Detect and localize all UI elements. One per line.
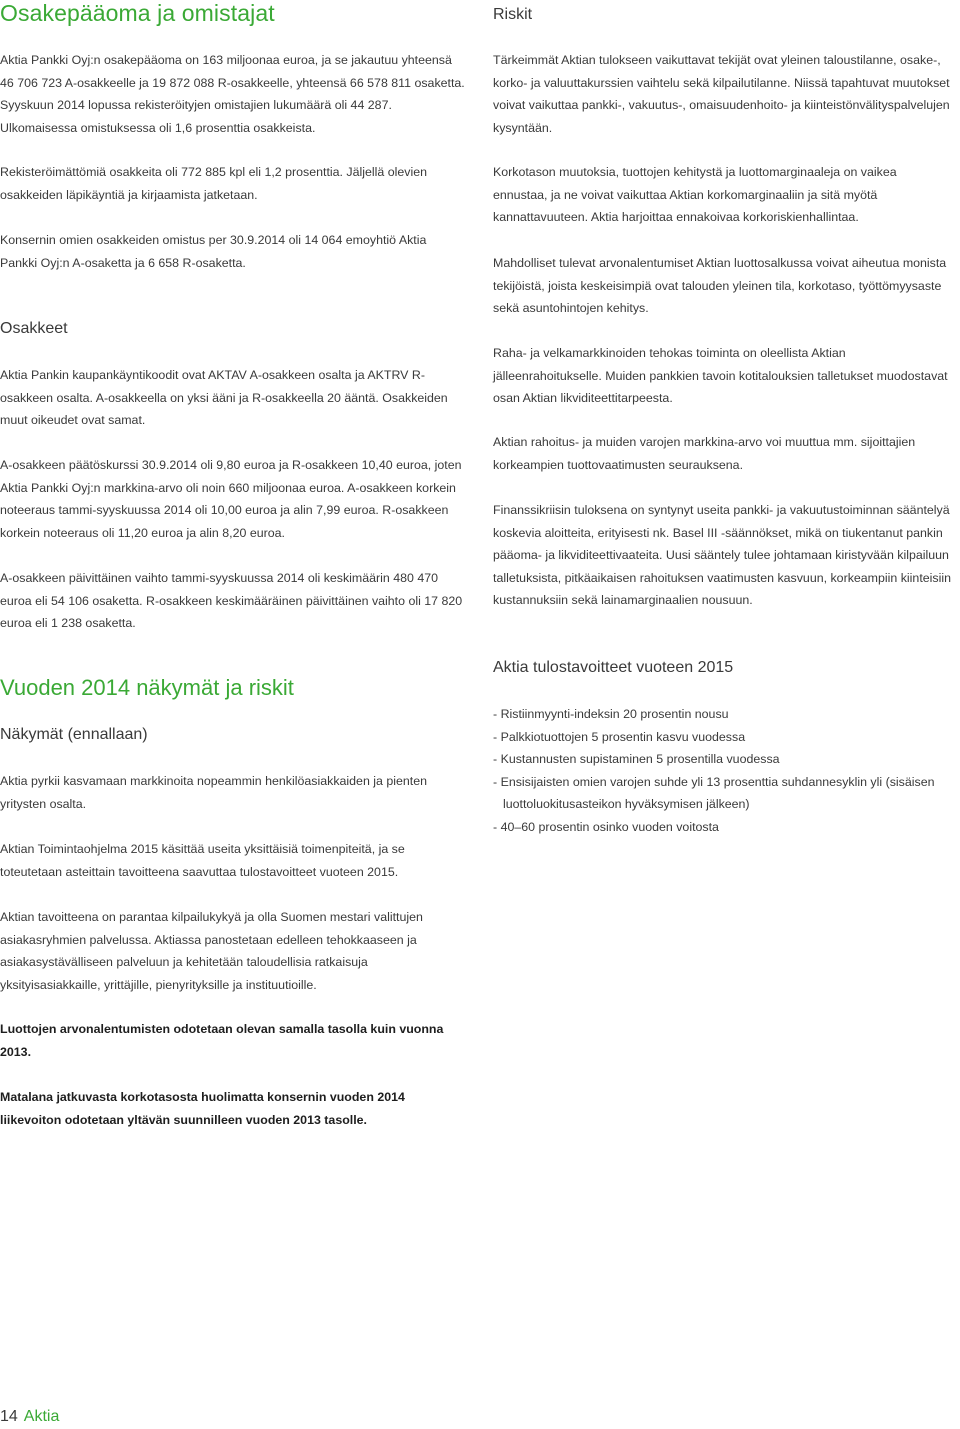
paragraph-closing-price: A-osakkeen päätöskurssi 30.9.2014 oli 9,80 euroa ja R-osakkeen 10,40 euroa, joten Aktia Pankki Oyj:n markkina-arvo oli noin 660 miljoonaa euroa. A-osakkeen korkein noteeraus tammi-syyskuussa 2014 oli 10,00 euroa ja alin 7,99 euroa. R-osakkeen korkein noteeraus oli 11,20 euroa ja alin 8,20 euroa. — [0, 458, 462, 540]
paragraph-trading-codes: Aktia Pankin kaupankäyntikoodit ovat AKTAV A-osakkeen osalta ja AKTRV R-osakkeen osalta. A-osakkeella on yksi ääni ja R-osakkeella 20 ääntä. Osakkeiden muut oikeudet ovat samat. — [0, 368, 448, 427]
page-footer — [0, 1406, 59, 1428]
paragraph-competitiveness: Aktian tavoitteena on parantaa kilpailukykyä ja olla Suomen mestari valittujen asiakasryhmien palvelussa. Aktiassa panostetaan edelleen tehokkaaseen ja asiakasystävälliseen palveluun ja kehitetään taloudellisia ratkaisuja yksityisasiakkaille, yrittäjille, pienyrityksille ja instituutioille. — [0, 910, 423, 992]
heading-shares: Osakkeet — [0, 320, 68, 337]
list-item: - Ensisijaisten omien varojen suhde yli 13 prosenttia suhdannesyklin yli (sisäisen luottoluokitusasteikon hyväksymisen jälkeen) — [493, 774, 935, 811]
heading-outlook-unchanged: Näkymät (ennallaan) — [0, 726, 148, 743]
heading-risks: Riskit — [493, 6, 533, 23]
paragraph-impairment-outlook: Luottojen arvonalentumisten odotetaan olevan samalla tasolla kuin vuonna 2013. — [0, 1022, 444, 1059]
heading-profit-targets: Aktia tulostavoitteet vuoteen 2015 — [493, 659, 734, 676]
paragraph-market-value: Aktian rahoitus- ja muiden varojen markkina-arvo voi muuttua mm. sijoittajien korkeampien tuottovaatimusten seurauksena. — [493, 435, 916, 472]
paragraph-share-capital: Aktia Pankki Oyj:n osakepääoma on 163 miljoonaa euroa, ja se jakautuu yhteensä 46 706 723 A-osakkeelle ja 19 872 088 R-osakkeelle, yhteensä 66 578 811 osaketta. Syyskuun 2014 lopussa rekisteröityjen omistajien lukumäärä oli 44 287. Ulkomaisessa omistuksessa oli 1,6 prosenttia osakkeista. — [0, 53, 465, 135]
footer-brand: Aktia — [23, 1408, 60, 1425]
paragraph-credit-impairment: Mahdolliset tulevat arvonalentumiset Aktian luottosalkussa voivat aiheutua monista tekijöistä, joista keskeisimpiä ovat talouden yleinen tila, korkotaso, työttömyysaste sekä asuntohintojen kehitys. — [493, 256, 947, 315]
paragraph-unregistered-shares: Rekisteröimättömiä osakkeita oli 772 885 kpl eli 1,2 prosenttia. Jäljellä olevien osakkeiden läpikäyntiä ja kirjaamista jatketaan. — [0, 165, 428, 202]
paragraph-growth-target: Aktia pyrkii kasvamaan markkinoita nopeammin henkilöasiakkaiden ja pienten yritysten osalta. — [0, 774, 428, 811]
paragraph-refinancing: Raha- ja velkamarkkinoiden tehokas toiminta on oleellista Aktian jälleenrahoitukselle. Muiden pankkien tavoin kotitalouksien talletukset muodostavat osan Aktian likviditeettitarpeesta. — [493, 346, 948, 405]
profit-targets-list — [493, 703, 953, 838]
list-item: - Palkkiotuottojen 5 prosentin kasvu vuodessa — [493, 729, 746, 744]
list-item: - 40–60 prosentin osinko vuoden voitosta — [493, 819, 719, 834]
paragraph-regulation: Finanssikriisin tuloksena on syntynyt useita pankki- ja vakuutustoiminnan sääntelyä koskevia aloitteita, erityisesti nk. Basel III -säännökset, mikä on tiukentanut pankin pääoma- ja likviditeettivaateita. Uusi sääntely tulee johtamaan kiristyvään kilpailuun talletuksista, pitkäaikaisen rahoituksen vaatimusten kasvuun, korkeampiin kiinteisiin kustannuksiin sekä lainamarginaalien nousuun. — [493, 503, 951, 607]
page-number: 14 — [0, 1408, 18, 1425]
paragraph-interest-rate-risk: Korkotason muutoksia, tuottojen kehitystä ja luottomarginaaleja on vaikea ennustaa, ja ne voivat vaikuttaa Aktian korkomarginaaliin ja sitä myötä kannattavuuteen. Aktia harjoittaa ennakoivaa korkoriskienhallintaa. — [493, 165, 897, 224]
paragraph-own-shares: Konsernin omien osakkeiden omistus per 30.9.2014 oli 14 064 emoyhtiö Aktia Pankki Oyj:n A-osaketta ja 6 658 R-osaketta. — [0, 233, 427, 270]
list-item: - Ristiinmyynti-indeksin 20 prosentin nousu — [493, 707, 729, 721]
paragraph-profit-outlook: Matalana jatkuvasta korkotasosta huolimatta konsernin vuoden 2014 liikevoiton odotetaan yltävän suunnilleen vuoden 2013 tasolle. — [0, 1090, 405, 1127]
paragraph-action-programme: Aktian Toimintaohjelma 2015 käsittää useita yksittäisiä toimenpiteitä, ja se toteutetaan asteittain tavoitteena saavuttaa tulostavoitteet vuoteen 2015. — [0, 842, 405, 879]
paragraph-risk-factors: Tärkeimmät Aktian tulokseen vaikuttavat tekijät ovat yleinen taloustilanne, osake-, korko- ja valuuttakurssien vaihtelu sekä kilpailutilanne. Niissä tapahtuvat muutokset voivat vaikuttaa pankki-, vakuutus-, omaisuudenhoito- ja kiinteistönvälityspalvelujen kysyntään. — [493, 53, 950, 135]
section-title-equity: Osakepääoma ja omistajat — [0, 0, 275, 26]
list-item: - Kustannusten supistaminen 5 prosentilla vuodessa — [493, 752, 780, 766]
section-title-outlook: Vuoden 2014 näkymät ja riskit — [0, 675, 294, 700]
paragraph-daily-turnover: A-osakkeen päivittäinen vaihto tammi-syyskuussa 2014 oli keskimäärin 480 470 euroa eli 54 106 osaketta. R-osakkeen keskimääräinen päivittäinen vaihto oli 17 820 euroa eli 1 238 osaketta. — [0, 571, 463, 630]
